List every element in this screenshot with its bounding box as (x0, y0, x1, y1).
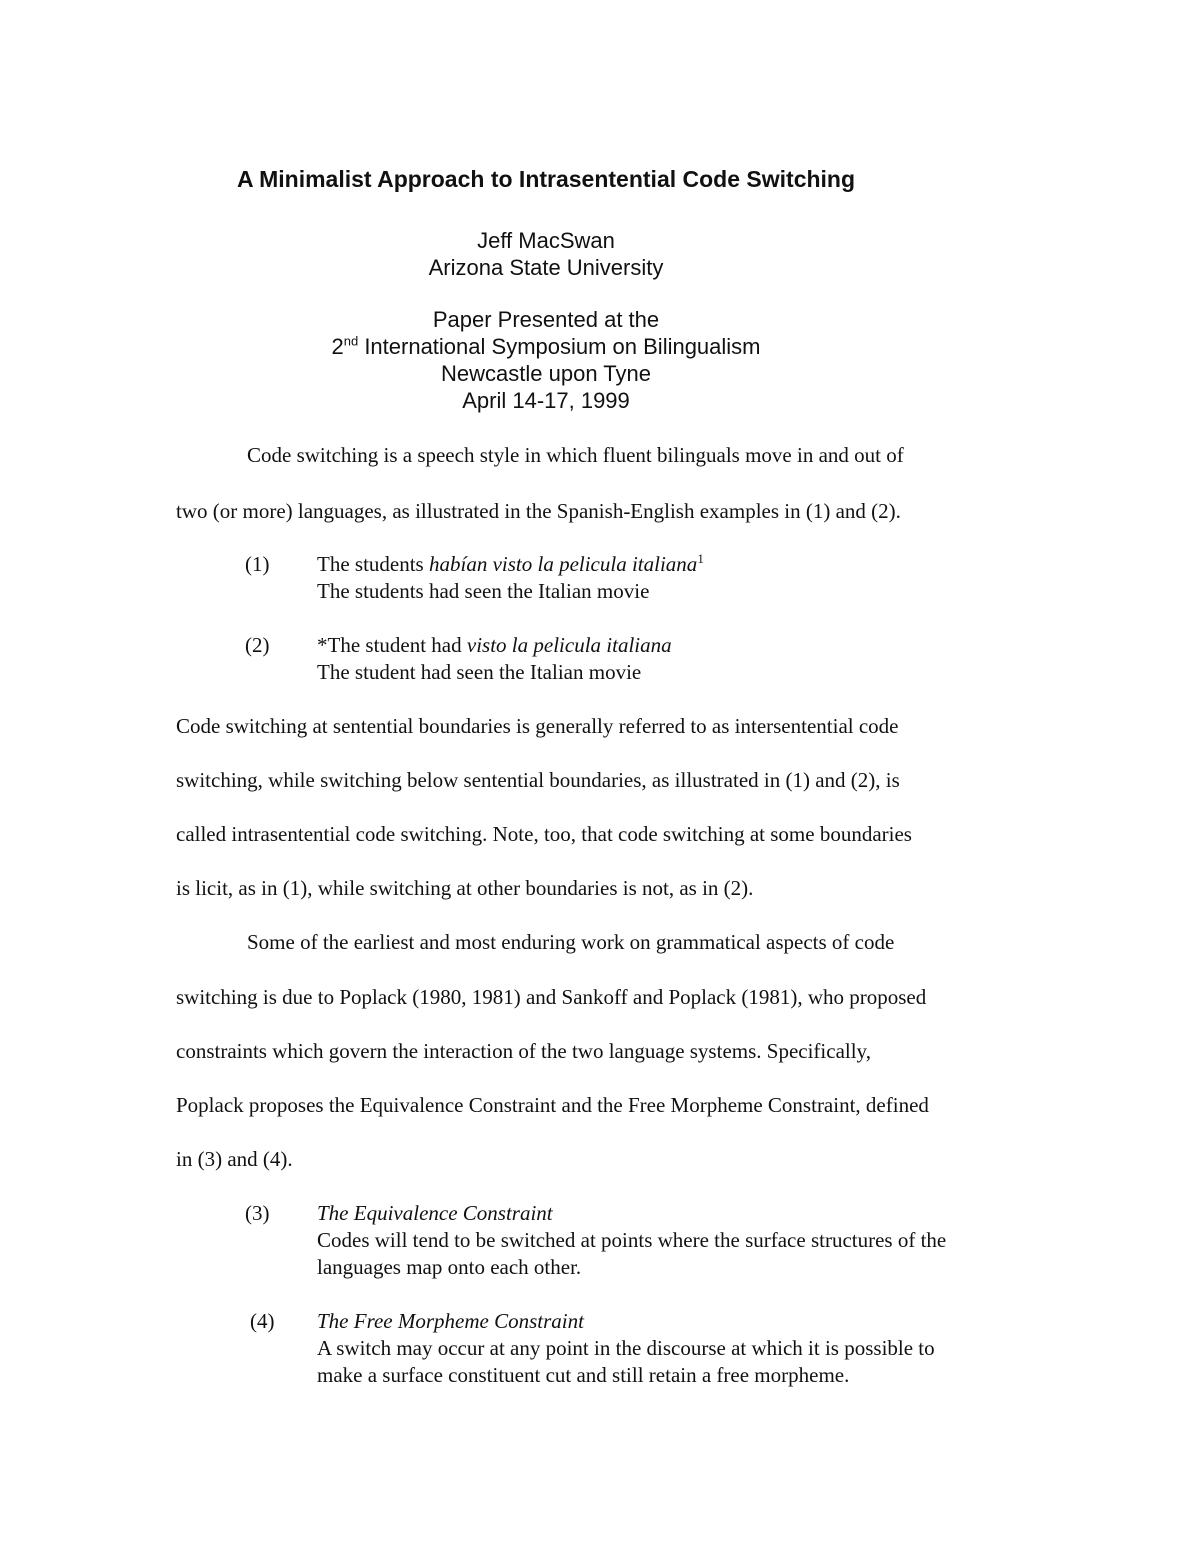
conference-ordinal: 2 (331, 334, 344, 359)
conference-ordinal-suffix: nd (343, 333, 359, 349)
example-2-spanish: visto la pelicula italiana (466, 633, 672, 657)
example-2-gloss: The student had seen the Italian movie (317, 660, 642, 684)
para2-line2: switching, while switching below sentential boundaries, as illustrated in (1) and (2), is (176, 768, 900, 792)
presented-line: Paper Presented at the (432, 307, 660, 332)
author-block (0, 227, 1092, 281)
conference-line (0, 333, 1092, 360)
example-3-heading: The Equivalence Constraint (317, 1201, 553, 1225)
para1-line1: Code switching is a speech style in which fluent bilinguals move in and out of (247, 443, 904, 467)
example-1-gloss: The students had seen the Italian movie (317, 579, 650, 603)
para3-line4: Poplack proposes the Equivalence Constraint and the Free Morpheme Constraint, defined (176, 1093, 929, 1117)
para1-line2: two (or more) languages, as illustrated in the Spanish-English examples in (1) and (2). (176, 499, 901, 523)
author-name: Jeff MacSwan (477, 228, 615, 253)
para3-line3: constraints which govern the interaction of the two language systems. Specifically, (176, 1039, 871, 1063)
example-1-sentence: The students habían visto la pelicula italiana$^1$ (317, 551, 704, 576)
example-4-number: (4) (250, 1309, 275, 1333)
footnote-marker[interactable]: 1 (697, 551, 704, 566)
example-2-number: (2) (245, 633, 270, 657)
example-1-spanish: habían visto la pelicula italiana (428, 552, 698, 576)
example-4-heading: The Free Morpheme Constraint (317, 1309, 584, 1333)
para2-line1: Code switching at sentential boundaries is generally referred to as intersentential code (176, 714, 899, 738)
example-1-number: (1) (245, 552, 270, 576)
example-2-sentence: *The student had visto la pelicula italiana (317, 633, 672, 657)
example-3-line1: Codes will tend to be switched at points where the surface structures of the (317, 1228, 947, 1252)
example-4-line2: make a surface constituent cut and still retain a free morpheme. (317, 1363, 850, 1387)
conference-name: International Symposium on Bilingualism (358, 334, 761, 359)
para3-line1: Some of the earliest and most enduring work on grammatical aspects of code (247, 930, 895, 954)
example-4-line1: A switch may occur at any point in the discourse at which it is possible to (317, 1336, 935, 1360)
conference-block (0, 306, 1092, 414)
paper-title: A Minimalist Approach to Intrasentential Code Switching (236, 166, 856, 192)
para3-line2: switching is due to Poplack (1980, 1981) and Sankoff and Poplack (1981), who proposed (176, 985, 927, 1009)
conference-location: Newcastle upon Tyne (441, 361, 651, 386)
para2-line3: called intrasentential code switching. Note, too, that code switching at some boundaries (176, 822, 912, 846)
example-3-number: (3) (245, 1201, 270, 1225)
para2-line4: is licit, as in (1), while switching at other boundaries is not, as in (2). (176, 876, 754, 900)
example-3-line2: languages map onto each other. (317, 1255, 582, 1279)
author-affiliation: Arizona State University (428, 255, 664, 280)
conference-date: April 14-17, 1999 (462, 388, 630, 413)
para3-line5: in (3) and (4). (176, 1147, 293, 1171)
